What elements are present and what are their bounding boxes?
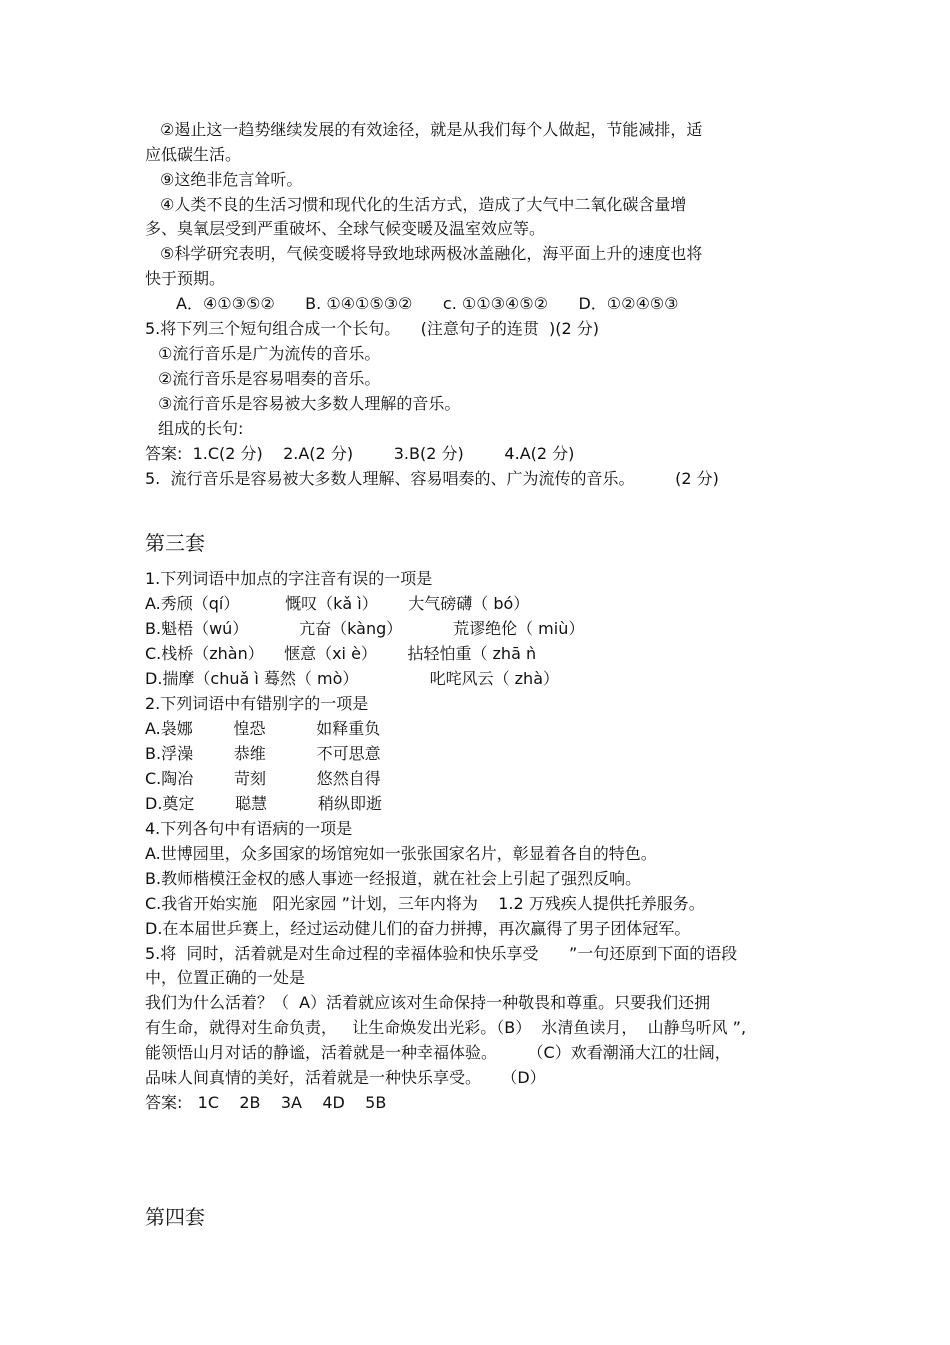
text-line: ①流行音乐是广为流传的音乐。 bbox=[158, 344, 381, 363]
option-d: D.揣摩（chuǎ ì 蓦然（ mò） 叱咤风云（ zhà） bbox=[145, 669, 560, 688]
option-b: B.魁梧（wú） 亢奋（kàng） 荒谬绝伦（ miù） bbox=[145, 619, 585, 638]
passage-line: 我们为什么活着？（ A）活着就应该对生命保持一种敬畏和尊重。只要我们还拥 bbox=[145, 993, 711, 1012]
answer-options: A．④①③⑤② B. ①④①⑤③② c. ①①③④⑤② D．①②④⑤③ bbox=[176, 294, 679, 313]
question-2: 2.下列词语中有错别字的一项是 bbox=[145, 694, 369, 713]
option-c: C.陶冶 苛刻 悠然自得 bbox=[145, 769, 381, 788]
option-c: C.栈桥（zhàn） 惬意（xi è） 拈轻怕重（ zhā ǹ bbox=[145, 644, 537, 663]
text-line: ⑨这绝非危言耸听。 bbox=[160, 170, 303, 189]
option-b: B.教师楷模汪金权的感人事迹一经报道，就在社会上引起了强烈反响。 bbox=[145, 869, 642, 888]
text-line: 应低碳生活。 bbox=[145, 145, 242, 164]
option-d: D.在本届世乒赛上，经过运动健儿们的奋力拼搏，再次赢得了男子团体冠军。 bbox=[145, 919, 691, 938]
question-1: 1.下列词语中加点的字注音有误的一项是 bbox=[145, 569, 433, 588]
section-heading: 第四套 bbox=[145, 1205, 205, 1229]
passage-line: 有生命，就得对生命负责， 让生命焕发出光彩。（B） 氷清鱼读月， 山静鸟听风 ”, bbox=[145, 1018, 747, 1037]
option-a: A.秀颀（qí） 慨叹（kǎ ì） 大气磅礴（ bó） bbox=[145, 594, 530, 613]
option-a: A.袅娜 惶恐 如释重负 bbox=[145, 719, 381, 738]
text-line: ⑤科学研究表明，气候变暖将导致地球两极冰盖融化，海平面上升的速度也将 bbox=[160, 244, 703, 263]
text-line: ④人类不良的生活习惯和现代化的生活方式，造成了大气中二氧化碳含量增 bbox=[160, 195, 687, 214]
question-5: 5.将 同时，活着就是对生命过程的幸福体验和快乐享受 ”一句还原到下面的语段 bbox=[145, 944, 738, 963]
text-line: 多、臭氧层受到严重破坏、全球气候变暖及温室效应等。 bbox=[145, 219, 546, 238]
answer-key: 答案: 1C 2B 3A 4D 5B bbox=[145, 1093, 387, 1112]
text-line: 中，位置正确的一处是 bbox=[145, 968, 306, 987]
text-line: ②流行音乐是容易唱奏的音乐。 bbox=[158, 369, 381, 388]
question-4: 4.下列各句中有语病的一项是 bbox=[145, 819, 353, 838]
text-line: 快于预期。 bbox=[145, 269, 226, 288]
option-c: C.我省开始实施 阳光家园 ”计划，三年内将为 1.2 万残疾人提供托养服务。 bbox=[145, 894, 705, 913]
answer-key: 答案: 1.C(2 分) 2.A(2 分) 3.B(2 分) 4.A(2 分) bbox=[145, 444, 575, 463]
text-line: 组成的长句: bbox=[158, 419, 244, 438]
passage-line: 能领悟山月对话的静谧，活着就是一种幸福体验。 （C）欢看潮涌大江的壮阔， bbox=[145, 1043, 731, 1062]
section-heading: 第三套 bbox=[145, 531, 205, 555]
text-line: ②遏止这一趋势继续发展的有效途径，就是从我们每个人做起，节能减排，适 bbox=[160, 120, 703, 139]
option-a: A.世博园里，众多国家的场馆宛如一张张国家名片，彰显着各自的特色。 bbox=[145, 844, 657, 863]
option-b: B.浮澡 恭维 不可思意 bbox=[145, 744, 381, 763]
passage-line: 品味人间真情的美好，活着就是一种快乐享受。 （D） bbox=[145, 1068, 546, 1087]
question-5: 5.将下列三个短句组合成一个长句。 (注意句子的连贯 )(2 分) bbox=[145, 319, 600, 338]
text-line: ③流行音乐是容易被大多数人理解的音乐。 bbox=[158, 394, 461, 413]
answer-key: 5. 流行音乐是容易被大多数人理解、容易唱奏的、广为流传的音乐。 (2 分) bbox=[145, 469, 719, 488]
option-d: D.奠定 聪慧 稍纵即逝 bbox=[145, 794, 382, 813]
